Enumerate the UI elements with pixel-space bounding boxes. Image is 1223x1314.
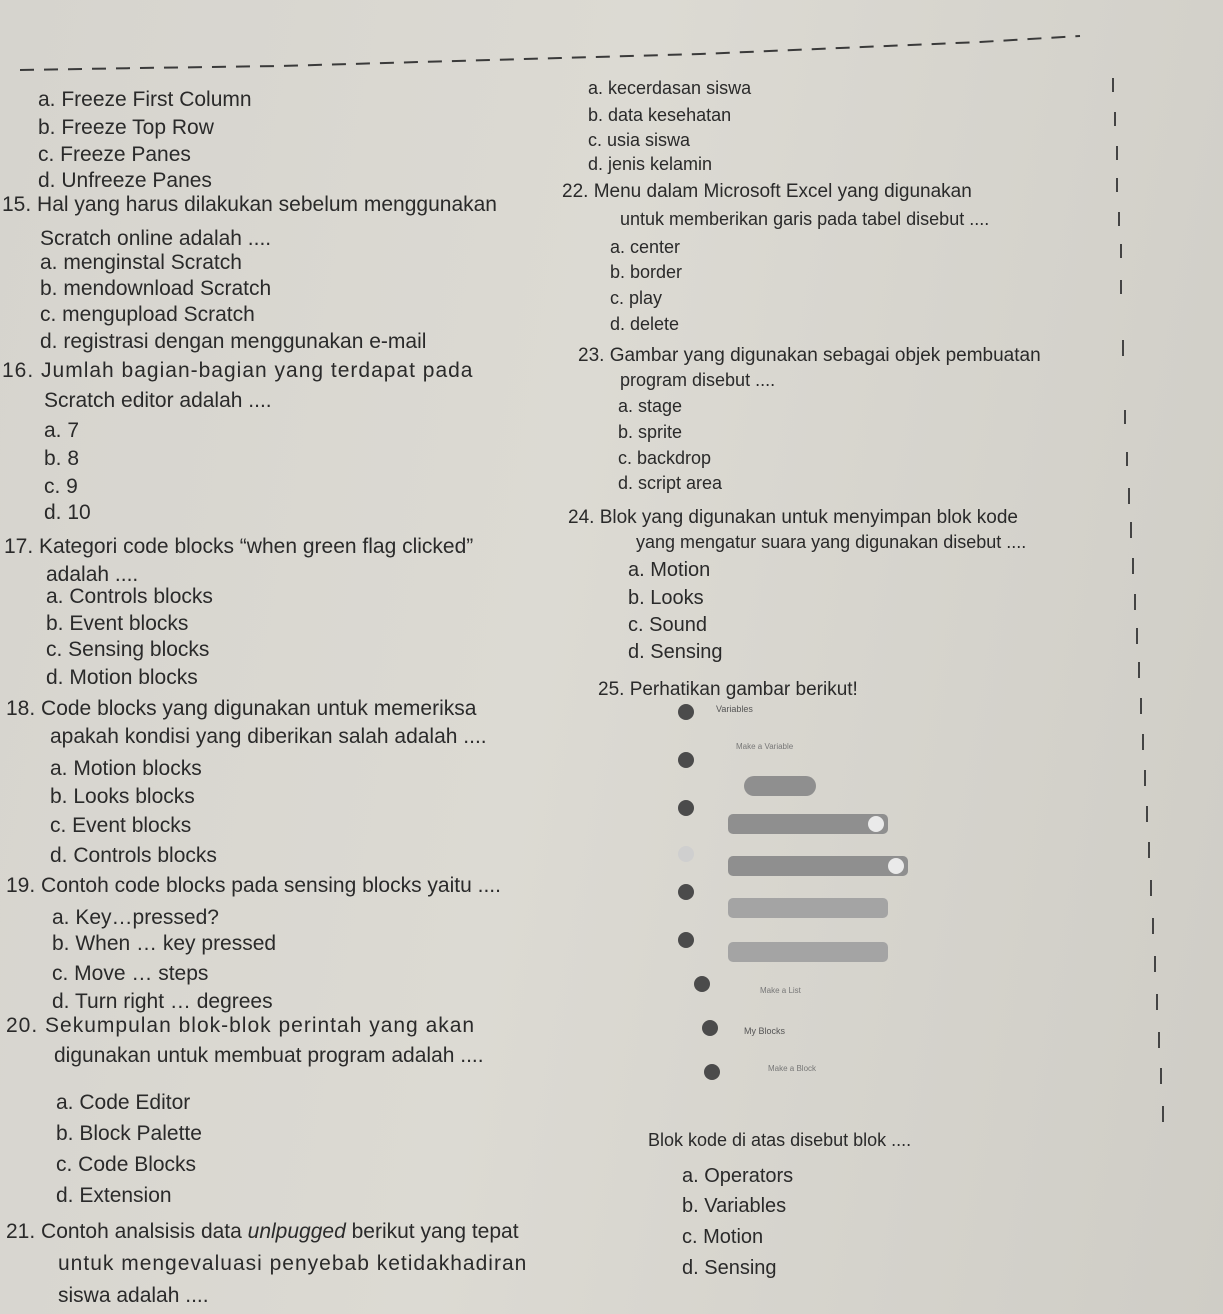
q24-option-a: a. Motion	[628, 559, 711, 581]
q14-option-c: c. Freeze Panes	[38, 143, 191, 166]
q17-option-b: b. Event blocks	[46, 612, 189, 635]
q25-caption: Blok kode di atas disebut blok ....	[648, 1130, 912, 1150]
q19-option-b: b. When … key pressed	[52, 932, 277, 955]
change-variable-block	[728, 856, 908, 876]
q15-option-a: a. menginstal Scratch	[40, 251, 242, 274]
palette-title: Variables	[716, 704, 753, 714]
q21-stem-emphasis: unlpugged	[247, 1220, 346, 1243]
q19-stem-line1: 19. Contoh code blocks pada sensing blocks yaitu ....	[6, 874, 501, 897]
q18-stem-line2: apakah kondisi yang diberikan salah adalah ....	[50, 725, 487, 748]
q22-stem-line1: 22. Menu dalam Microsoft Excel yang digunakan	[562, 181, 972, 202]
show-variable-block	[728, 898, 888, 918]
q16-option-c: c. 9	[44, 475, 78, 498]
my-blocks-title: My Blocks	[744, 1026, 786, 1036]
q14-option-b: b. Freeze Top Row	[38, 116, 214, 139]
category-dot-icon	[694, 976, 710, 992]
q21-stem-line2: untuk mengevaluasi penyebab ketidakhadiran	[58, 1252, 528, 1275]
q16-stem-line1: 16. Jumlah bagian-bagian yang terdapat pada	[2, 359, 474, 382]
set-variable-block	[728, 814, 888, 834]
category-dot-icon	[678, 932, 694, 948]
hide-variable-block	[728, 942, 888, 962]
q15-option-d: d. registrasi dengan menggunakan e-mail	[40, 330, 427, 353]
q20-option-d: d. Extension	[56, 1184, 172, 1207]
category-dot-icon	[704, 1064, 720, 1080]
q20-stem-line1: 20. Sekumpulan blok-blok perintah yang akan	[6, 1014, 476, 1037]
q17-stem-line1: 17. Kategori code blocks “when green flag clicked”	[4, 535, 474, 558]
q16-option-a: a. 7	[44, 419, 80, 442]
category-dot-icon	[702, 1020, 718, 1036]
make-block-button: Make a Block	[768, 1064, 817, 1073]
q15-option-c: c. mengupload Scratch	[40, 303, 255, 326]
q18-option-d: d. Controls blocks	[50, 844, 217, 867]
q16-stem-line2: Scratch editor adalah ....	[44, 389, 272, 412]
category-dot-icon	[678, 884, 694, 900]
q23-option-c: c. backdrop	[618, 448, 712, 468]
q20-option-b: b. Block Palette	[56, 1122, 202, 1145]
q25-option-a: a. Operators	[682, 1165, 794, 1187]
q18-option-c: c. Event blocks	[50, 814, 192, 837]
q21-option-c: c. usia siswa	[588, 130, 691, 150]
q21-stem-line1	[6, 1220, 519, 1244]
q21-option-b: b. data kesehatan	[588, 105, 732, 125]
q23-option-d: d. script area	[618, 473, 723, 493]
q24-option-b: b. Looks	[628, 587, 704, 609]
q25-option-b: b. Variables	[682, 1195, 787, 1217]
q22-option-d: d. delete	[610, 314, 680, 334]
make-variable-button: Make a Variable	[736, 742, 794, 751]
q20-option-a: a. Code Editor	[56, 1091, 191, 1114]
q16-option-b: b. 8	[44, 447, 80, 470]
q21-stem-line3: siswa adalah ....	[58, 1284, 209, 1307]
q14-option-d: d. Unfreeze Panes	[38, 169, 212, 192]
q17-stem-line2: adalah ....	[46, 563, 139, 586]
category-dot-icon	[678, 800, 694, 816]
scratch-block-palette-image	[650, 696, 910, 1116]
make-list-button: Make a List	[760, 986, 801, 995]
q18-option-a: a. Motion blocks	[50, 757, 202, 780]
q21-stem-suffix: berikut yang tepat	[345, 1220, 519, 1243]
category-dot-icon	[678, 752, 694, 768]
category-dot-icon	[678, 704, 694, 720]
q24-stem-line2: yang mengatur suara yang digunakan disebut ....	[636, 532, 1027, 552]
q22-option-a: a. center	[610, 237, 681, 257]
q21-stem-prefix: 21. Contoh analsisis data	[6, 1220, 248, 1243]
q22-option-c: c. play	[610, 288, 663, 308]
q22-option-b: b. border	[610, 262, 683, 282]
q23-stem-line2: program disebut ....	[620, 370, 776, 390]
q15-stem-line1: 15. Hal yang harus dilakukan sebelum menggunakan	[2, 193, 497, 216]
variable-reporter-block	[744, 776, 816, 796]
q14-option-a: a. Freeze First Column	[38, 88, 252, 111]
q21-option-d: d. jenis kelamin	[588, 154, 713, 174]
q23-option-a: a. stage	[618, 396, 683, 416]
q25-option-c: c. Motion	[682, 1226, 764, 1248]
torn-paper-edge	[20, 30, 1090, 78]
q25-stem-line1: 25. Perhatikan gambar berikut!	[598, 679, 858, 700]
q19-option-d: d. Turn right … degrees	[52, 990, 273, 1013]
q24-stem-line1: 24. Blok yang digunakan untuk menyimpan blok kode	[568, 507, 1018, 528]
q25-option-d: d. Sensing	[682, 1257, 777, 1279]
q18-stem-line1: 18. Code blocks yang digunakan untuk memeriksa	[6, 697, 477, 720]
q20-option-c: c. Code Blocks	[56, 1153, 197, 1176]
q17-option-d: d. Motion blocks	[46, 666, 198, 689]
q19-option-c: c. Move … steps	[52, 962, 209, 985]
category-dot-icon	[678, 846, 694, 862]
q16-option-d: d. 10	[44, 501, 91, 524]
q18-option-b: b. Looks blocks	[50, 785, 195, 808]
q24-option-d: d. Sensing	[628, 641, 723, 663]
q17-option-a: a. Controls blocks	[46, 585, 213, 608]
q19-option-a: a. Key…pressed?	[52, 906, 219, 929]
q20-stem-line2: digunakan untuk membuat program adalah ....	[54, 1044, 484, 1067]
q24-option-c: c. Sound	[628, 614, 707, 636]
binding-marks	[1103, 0, 1223, 1314]
q17-option-c: c. Sensing blocks	[46, 638, 210, 661]
q15-option-b: b. mendownload Scratch	[40, 277, 272, 300]
q23-option-b: b. sprite	[618, 422, 683, 442]
q23-stem-line1: 23. Gambar yang digunakan sebagai objek pembuatan	[578, 345, 1041, 366]
q15-stem-line2: Scratch online adalah ....	[40, 227, 272, 250]
q21-option-a: a. kecerdasan siswa	[588, 78, 752, 98]
q22-stem-line2: untuk memberikan garis pada tabel disebut ....	[620, 209, 990, 229]
